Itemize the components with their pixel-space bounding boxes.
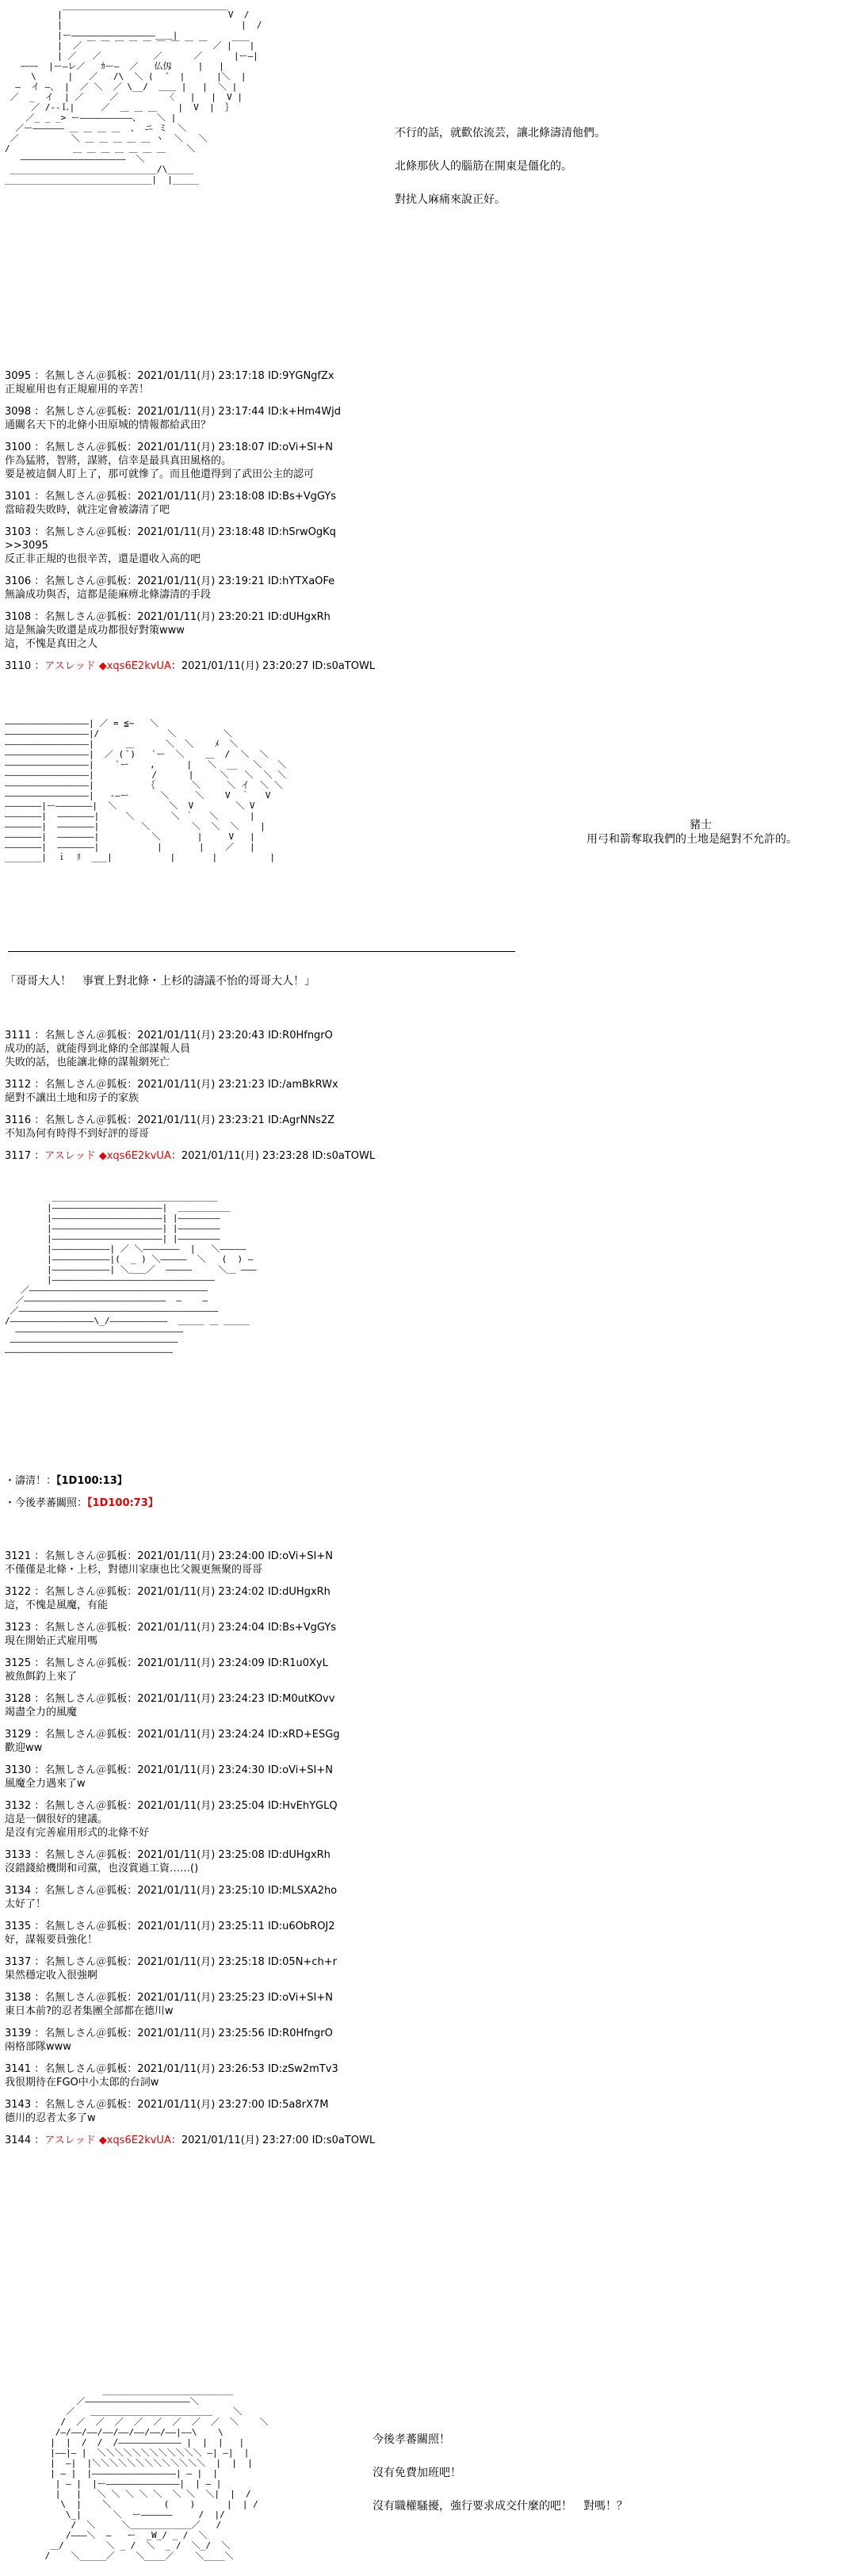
dice-line bbox=[5, 1474, 845, 1488]
op-post-header: 3117 ：アスレッド ◆xqs6E2kvUA：2021/01/11(月) 23:23:28 ID:s0aTOWL bbox=[5, 1150, 376, 1162]
post bbox=[5, 1884, 845, 1911]
op-trip: ◆xqs6E2kvUA bbox=[98, 2135, 171, 2146]
post bbox=[5, 1029, 845, 1069]
post-header: 3139 ：名無しさん＠狐板：2021/01/11(月) 23:25:56 ID:R0HfngrO bbox=[5, 2028, 333, 2039]
post bbox=[5, 441, 845, 481]
post-number: 3144 bbox=[5, 2135, 32, 2146]
post-body: 不知為何有時得不到好評的哥哥 bbox=[5, 1128, 150, 1140]
post-header: 3128 ：名無しさん＠狐板：2021/01/11(月) 23:24:23 ID:M0utKOvv bbox=[5, 1693, 335, 1705]
post-header: 3112 ：名無しさん＠狐板：2021/01/11(月) 23:21:23 ID:/amBkRWx bbox=[5, 1079, 338, 1091]
post bbox=[5, 1799, 845, 1840]
post bbox=[5, 1991, 845, 2018]
post-list-3 bbox=[5, 1550, 845, 2156]
post-header: 3129 ：名無しさん＠狐板：2021/01/11(月) 23:24:24 ID:xRD+ESGg bbox=[5, 1729, 340, 1741]
op-post-header: 3110 ：アスレッド ◆xqs6E2kvUA：2021/01/11(月) 23:20:27 ID:s0aTOWL bbox=[5, 660, 376, 672]
op-trip: ◆xqs6E2kvUA bbox=[98, 660, 171, 672]
post-meta: ：2021/01/11(月) 23:23:28 ID:s0aTOWL bbox=[170, 1150, 376, 1162]
post-body: 沒錯錢給機開和司黨，也沒賞過工資……() bbox=[5, 1863, 199, 1875]
post-header: 3098 ：名無しさん＠狐板：2021/01/11(月) 23:17:44 ID:k+Hm4Wjd bbox=[5, 406, 342, 418]
post bbox=[5, 1692, 845, 1719]
post-body: 正規雇用也有正規雇用的辛苦！ bbox=[5, 384, 150, 396]
post bbox=[5, 1621, 845, 1648]
post-header: 3108 ：名無しさん＠狐板：2021/01/11(月) 23:20:21 ID:dUHgxRh bbox=[5, 611, 331, 623]
post bbox=[5, 1078, 845, 1105]
post-header: 3116 ：名無しさん＠狐板：2021/01/11(月) 23:23:21 ID:AgrNNs2Z bbox=[5, 1114, 335, 1126]
post-meta: ：2021/01/11(月) 23:27:00 ID:s0aTOWL bbox=[170, 2135, 376, 2146]
post-body: 無論成功與否，這都是能麻痹北條濤清的手段 bbox=[5, 589, 212, 601]
post-body: 這，不愧是真田之人 bbox=[5, 638, 98, 650]
post-header: 3100 ：名無しさん＠狐板：2021/01/11(月) 23:18:07 ID:oVi+SI+N bbox=[5, 441, 333, 453]
post-header: 3138 ：名無しさん＠狐板：2021/01/11(月) 23:25:23 ID:oVi+SI+N bbox=[5, 1992, 333, 2004]
dialogue-line: 用弓和箭奪取我們的土地是絕對不允許的。 bbox=[587, 833, 797, 846]
post-header: 3122 ：名無しさん＠狐板：2021/01/11(月) 23:24:02 ID:dUHgxRh bbox=[5, 1586, 331, 1598]
post-header: 3141 ：名無しさん＠狐板：2021/01/11(月) 23:26:53 ID:zSw2mTv3 bbox=[5, 2063, 338, 2075]
post-header: 3121 ：名無しさん＠狐板：2021/01/11(月) 23:24:00 ID:oVi+SI+N bbox=[5, 1550, 333, 1562]
post-body: 這是無論失敗還是成功都很好對策www bbox=[5, 625, 185, 636]
post-body: 通關名天下的北條小田原城的情報都給武田？ bbox=[5, 419, 212, 431]
ascii-art-3: ＿＿＿＿＿＿＿＿＿＿＿＿＿＿＿＿＿＿＿ |―――――――――――――――――――――| ＿＿＿＿＿＿ |―――――――――――――――――――――| |―――――――― |―――――――――――――――――――――| |―――――――― |―――――――――――――――――――――| |―――――――― |―――――――――――| ／ ＼――――――― | ＼――――― |―――――――――――|( _ ) ＼――――― ＼ ( ) ― |―――――――――――| ＼＿＿／ ――――― ＼＿ ――― |――――――――――――――――――――――――――――――― ／―――――――――――――――――――――――――――――――――― ／――――――――――――――――――――――――――― ― ― ／―――――――――――――――――――――――――――――――――――――― /――――――――――――――――\_/――――――――――― ＿＿＿ ＿ ＿＿＿ ―――――――――――――――――――――――――――――――― ―――――――――――――――――――――――――――――――― ―――――――――――――――――――――――――――――――― bbox=[5, 1192, 257, 1357]
post-body: 被魚餌釣上來了 bbox=[5, 1671, 78, 1683]
post-header: 3106 ：名無しさん＠狐板：2021/01/11(月) 23:19:21 ID:hYTXaOFe bbox=[5, 575, 335, 587]
post bbox=[5, 1955, 845, 1982]
ascii-art-2: ――――――――――――――――| ／ = ≦~ ＼ ――――――――――――――――|/ ＼ ＼ ――――――――――――――――| ＿ ＼ ＼ ﾒ ＼ ――――――――――――――――| ／ ( ﾟ) `ー ＼ ＿ / ＼ ＼ ――――――――――――――――| `ー , | ＼ __ ＼ ＼ ――――――――――――――――| / | ＼ ＼ ＼ ＼ ――――――――――――――――| ｛ ＼ ＼ イ ＼ ＼ ――――――――――――――――| -―ー ＼ ＼ V ｀ V ―――――――|ー―――――――| ＼ ＼ V ＼ V ―――――――| ―――――――| ＼ ＼ ｀ ＼ | ―――――――| ―――――――| ＼ ＼ ＼ ＼ | ―――――――| ―――――――| ＼ | V | ―――――――| ―――――――| | | ／ | _______| ｉ ﾘ ___| | | | bbox=[5, 718, 287, 862]
post-body: 竭盡全力的風魔 bbox=[5, 1707, 78, 1718]
post-header: 3103 ：名無しさん＠狐板：2021/01/11(月) 23:18:48 ID:hSrwOgKq bbox=[5, 526, 336, 538]
dice-value: 【1D100:73】 bbox=[87, 1497, 159, 1509]
post-body: 絕對不讓出土地和房子的家族 bbox=[5, 1092, 139, 1104]
post-body: 反正非正規的也很辛苦，還是還收入高的吧 bbox=[5, 553, 201, 565]
post-list-2 bbox=[5, 1029, 845, 1171]
dialogue-line: 沒有免費加班吧！ bbox=[373, 2467, 461, 2479]
post-header: 3123 ：名無しさん＠狐板：2021/01/11(月) 23:24:04 ID:Bs+VgGYs bbox=[5, 1622, 337, 1634]
post-body: 兩格部隊www bbox=[5, 2041, 71, 2053]
post-body: 我很期待在FGO中小太郎的台詞w bbox=[5, 2077, 159, 2089]
post-header: 3132 ：名無しさん＠狐板：2021/01/11(月) 23:25:04 ID:HvEhYGLQ bbox=[5, 1800, 338, 1812]
post-header: 3143 ：名無しさん＠狐板：2021/01/11(月) 23:27:00 ID:5a8rX7M bbox=[5, 2099, 329, 2111]
post-header: 3101 ：名無しさん＠狐板：2021/01/11(月) 23:18:08 ID:Bs+VgGYs bbox=[5, 491, 337, 503]
post-body: 成功的話，就能得到北條的全部謀報人員 bbox=[5, 1043, 191, 1055]
dialogue-line: 對扰人麻痛來說正好。 bbox=[395, 193, 506, 206]
speaker-label: 豬士 bbox=[690, 819, 712, 831]
post-header: 3111 ：名無しさん＠狐板：2021/01/11(月) 23:20:43 ID:R0HfngrO bbox=[5, 1030, 333, 1041]
post-body: 果然穩定收入很強啊 bbox=[5, 1970, 98, 1982]
dialogue-line: 今後孝蕃關照！ bbox=[373, 2433, 450, 2446]
post-body: 失敗的話，也能讓北條的謀報網死亡 bbox=[5, 1057, 170, 1068]
post-list-1 bbox=[5, 369, 845, 682]
post-header: 3095 ：名無しさん＠狐板：2021/01/11(月) 23:17:18 ID:9YGNgfZx bbox=[5, 370, 334, 382]
post bbox=[5, 1728, 845, 1755]
op-post-header: 3144 ：アスレッド ◆xqs6E2kvUA：2021/01/11(月) 23:27:00 ID:s0aTOWL bbox=[5, 2135, 376, 2146]
post-header: 3125 ：名無しさん＠狐板：2021/01/11(月) 23:24:09 ID:R1u0XyL bbox=[5, 1657, 328, 1669]
post bbox=[5, 1585, 845, 1612]
post-header: 3134 ：名無しさん＠狐板：2021/01/11(月) 23:25:10 ID:MLSXA2ho bbox=[5, 1885, 338, 1897]
post-body: 現在開始正式雇用嗎 bbox=[5, 1635, 98, 1647]
post bbox=[5, 490, 845, 517]
post bbox=[5, 1657, 845, 1684]
post-number: 3117 bbox=[5, 1150, 32, 1162]
divider bbox=[8, 951, 515, 952]
post bbox=[5, 1114, 845, 1141]
post bbox=[5, 2062, 845, 2089]
dice-line bbox=[5, 1496, 845, 1510]
post-body: 不僅僅是北條・上杉，對德川家康也比父親更無聚的哥哥 bbox=[5, 1564, 263, 1576]
post bbox=[5, 1550, 845, 1577]
op-name: アスレッド bbox=[44, 660, 96, 672]
post-body: 德川的忍者太多了w bbox=[5, 2112, 96, 2124]
post-body: 好，謀報要員強化！ bbox=[5, 1934, 98, 1946]
post-header: 3137 ：名無しさん＠狐板：2021/01/11(月) 23:25:18 ID:05N+ch+r bbox=[5, 1956, 337, 1968]
post bbox=[5, 575, 845, 602]
op-name: アスレッド bbox=[44, 1150, 96, 1162]
post bbox=[5, 369, 845, 396]
post-body: 當暗殺失敗時，就注定會被濤清了吧 bbox=[5, 504, 170, 516]
ascii-art-4: ＿＿＿＿＿＿＿＿＿＿＿＿＿＿＿ ／――――――――――――――――――――＼ ／ ＿＿＿＿＿＿＿＿＿＿＿＿＿＿ ＼ / ／ ／ ／ ／ ／ ／ ／ ／ ＼ ＼ /―/――/――/――/――/――/――/――|――\ \ | | / / /―――――――――――― | | | | |――|― | ＼＼＼＼＼＼＼＼＼＼＼＼ ―| ―| | | ―| |＼＼＼＼＼＼＼＼＼＼＼＼＼ | | | | ― | |――――――――――――――――| ― | | | ― | |ー――――――――――――――| | ― | | | ＼ ＼ ＼ ＼ ＼ ＼ ＼ ＼| | / \ | ＼ ( ) | | / \_| ＼ ー―――――― / |/ / ＼ ＼＿＿＿＿＿＿＿／ / /―――＼ ― ー _W_/ _ / ＼ ＿/ ＼ _ / ＼ _ / ＼_/ ＼ / ＼_____／ ＼____／ ＼____＼ bbox=[44, 2386, 269, 2561]
post-body: 作為猛將，智將，謀將，信幸是最具真田風格的。 bbox=[5, 455, 232, 467]
dialogue-4 bbox=[373, 2432, 628, 2532]
post-body: 這，不愧是風魔，有能 bbox=[5, 1599, 109, 1611]
post-body: 東日本前?的忍者集團全部都在德川w bbox=[5, 2005, 174, 2017]
op-name: アスレッド bbox=[44, 2135, 96, 2146]
quote-line: 「哥哥大人！ 事實上對北條・上杉的濤議不怡的哥哥大人！」 bbox=[5, 975, 315, 988]
post bbox=[5, 526, 845, 566]
post-body: 要是被這個人盯上了，那可就慘了。而且他還得到了武田公主的認可 bbox=[5, 468, 315, 480]
dice-results bbox=[5, 1474, 845, 1519]
dialogue-line: 沒有職權騷擾，強行要求成交什麼的吧！ 對嗎！？ bbox=[373, 2500, 628, 2513]
dice-label: ・今後孝蕃關照： bbox=[5, 1497, 88, 1509]
dialogue-2 bbox=[587, 818, 797, 847]
dice-label: ・濤清！： bbox=[5, 1475, 57, 1487]
post-body: 歡迎ww bbox=[5, 1742, 43, 1754]
post-body: 太好了！ bbox=[5, 1898, 47, 1910]
post-meta: ：2021/01/11(月) 23:20:27 ID:s0aTOWL bbox=[170, 660, 376, 672]
op-trip: ◆xqs6E2kvUA bbox=[98, 1150, 171, 1162]
post-number: 3110 bbox=[5, 660, 32, 672]
dialogue-1 bbox=[395, 125, 606, 225]
post bbox=[5, 2027, 845, 2054]
dice-value: 【1D100:13】 bbox=[56, 1475, 128, 1487]
post bbox=[5, 405, 845, 432]
post bbox=[5, 1848, 845, 1875]
post-header: 3130 ：名無しさん＠狐板：2021/01/11(月) 23:24:30 ID:oVi+SI+N bbox=[5, 1764, 333, 1776]
post-body: 風魔全力遇來了w bbox=[5, 1778, 86, 1790]
dialogue-line: 北條那伙人的腦筋在開東是僵化的。 bbox=[395, 160, 572, 173]
post-header: 3135 ：名無しさん＠狐板：2021/01/11(月) 23:25:11 ID:u6ObROJ2 bbox=[5, 1921, 335, 1932]
post-header: 3133 ：名無しさん＠狐板：2021/01/11(月) 23:25:08 ID:dUHgxRh bbox=[5, 1849, 331, 1861]
post-body: 這是一個很好的建議。 bbox=[5, 1814, 109, 1825]
post bbox=[5, 1920, 845, 1947]
post bbox=[5, 2098, 845, 2125]
post bbox=[5, 610, 845, 651]
dialogue-line: 不行的話，就歡依流芸，讓北條濤清他們。 bbox=[395, 127, 606, 140]
post-body: >>3095 bbox=[5, 540, 48, 552]
post-body: 是沒有完善雇用形式的北條不好 bbox=[5, 1827, 150, 1839]
ascii-art-1: |￣￣￣￣￣￣￣￣￣￣￣￣￣￣￣￣￣￣￣V / | | / |ー――――――――――――――――＿＿| | ／ ￣ ￣ ￣ ￣ ￣ ￣ ￣ ￣ ￣ ／ |￣￣| | ／ ／ ／ ／ |ー―| ｰｰｰｰ |ー―レ／ ｶー― ／ 仏仭 | | \ | ／ /\ ＼ ( ´ | |＼ | ― イ ―、 | ／ ＼ ／ \__/ ＿＿ | | ＼ | ／ _ イ | ／ ／ 〈 | | V | ／ /--Ｌ| ／ ＿ ＿ ＿ | V | ｝ ／_ _ _> ー――――――――――、 ＼ | ／ー―――――― ＿ ＿ ＿ ＿ 、 ニ ミ ＼ ／ ＼ ＿ ＿ ＿ ＿ ＿ ヽ ＼ ＼ / ＿ ＿ ＿ ＿ ＿ ＿ ＿ ＼ ―――――――――――――――――――― ＼ ____________________________/\_____ ____________________________| |_____ bbox=[5, 10, 262, 185]
post bbox=[5, 1764, 845, 1791]
